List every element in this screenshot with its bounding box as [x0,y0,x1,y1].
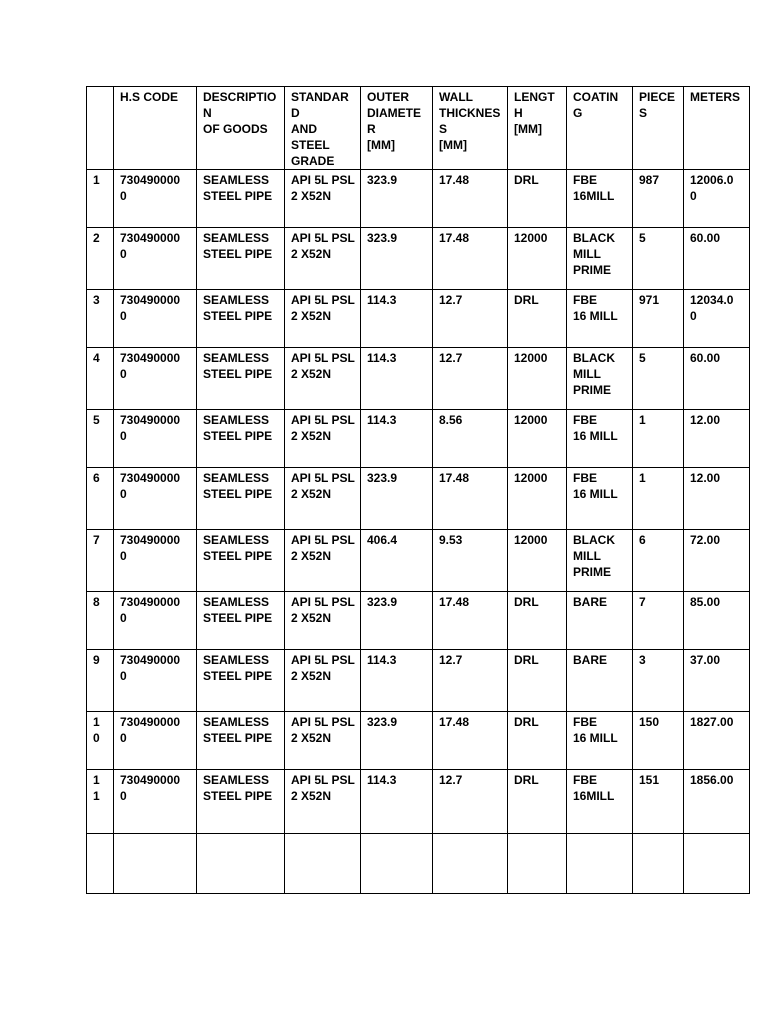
cell-wall-thickness-text: 17.48 [439,595,470,609]
header-hs-code-text: H.S CODE [120,90,179,104]
cell-meters [684,410,750,468]
cell-outer-diameter [361,530,433,592]
header-wall-thickness-text: WALL THICKNES S [MM] [439,90,501,152]
cell-standard-text: API 5L PSL 2 X52N [291,595,355,625]
cell-index-text: 6 [93,471,100,485]
cell-standard [285,228,361,290]
cell-index [87,712,114,770]
cell-index [87,468,114,530]
cell-outer-diameter-text: 114.3 [367,413,397,427]
cell-coating [567,348,633,410]
cell-index [87,170,114,228]
cell-hs-code-text: 730490000 0 [120,773,181,803]
cell-standard-text: API 5L PSL 2 X52N [291,533,355,563]
cell-description-text: SEAMLESS STEEL PIPE [203,773,273,803]
cell-coating [567,468,633,530]
header-length-text: LENGT H [MM] [514,90,555,136]
cell-meters-text: 85.00 [690,595,721,609]
cell-length-text: DRL [514,293,539,307]
cell-coating [567,170,633,228]
cell-coating [567,712,633,770]
cell-wall-thickness [433,468,508,530]
cell-outer-diameter-text: 114.3 [367,773,397,787]
cell-description-text: SEAMLESS STEEL PIPE [203,715,273,745]
table-row [87,410,750,468]
cell-meters-text: 37.00 [690,653,721,667]
cell-standard-text: API 5L PSL 2 X52N [291,653,355,683]
cell-index [87,834,114,894]
cell-coating-text: BLACK MILL PRIME [573,351,615,397]
cell-wall-thickness-text: 17.48 [439,231,470,245]
cell-length-text: DRL [514,173,539,187]
cell-pieces [633,834,684,894]
cell-pieces [633,348,684,410]
cell-hs-code-text: 730490000 0 [120,595,181,625]
cell-index-text: 1 [93,173,100,187]
cell-description [197,228,285,290]
cell-standard-text: API 5L PSL 2 X52N [291,413,355,443]
cell-hs-code-text: 730490000 0 [120,533,181,563]
cell-outer-diameter [361,770,433,834]
cell-standard-text: API 5L PSL 2 X52N [291,773,355,803]
header-outer-diameter [361,87,433,170]
cell-description [197,770,285,834]
table-row [87,530,750,592]
cell-length-text: 12000 [514,351,548,365]
cell-length [508,228,567,290]
cell-description [197,530,285,592]
cell-pieces [633,650,684,712]
cell-standard [285,290,361,348]
cell-index [87,410,114,468]
cell-coating-text: FBE 16 MILL [573,471,618,501]
cell-description [197,650,285,712]
cell-standard [285,468,361,530]
cell-coating-text: FBE 16 MILL [573,715,618,745]
table-row [87,834,750,894]
cell-description-text: SEAMLESS STEEL PIPE [203,293,273,323]
cell-meters-text: 1856.00 [690,773,734,787]
cell-standard [285,592,361,650]
cell-standard-text: API 5L PSL 2 X52N [291,471,355,501]
header-wall-thickness [433,87,508,170]
header-index [87,87,114,170]
cell-outer-diameter-text: 323.9 [367,471,398,485]
cell-wall-thickness-text: 17.48 [439,715,470,729]
cell-wall-thickness [433,170,508,228]
cell-standard [285,410,361,468]
cell-index-text: 9 [93,653,100,667]
header-outer-diameter-text: OUTER DIAMETE R [MM] [367,90,421,152]
cell-length-text: DRL [514,595,539,609]
cell-hs-code-text: 730490000 0 [120,293,181,323]
cell-pieces [633,530,684,592]
table-row [87,592,750,650]
cell-wall-thickness [433,410,508,468]
cell-hs-code-text: 730490000 0 [120,173,181,203]
cell-hs-code [114,834,197,894]
cell-standard-text: API 5L PSL 2 X52N [291,351,355,381]
cell-hs-code [114,290,197,348]
header-row [87,87,750,170]
cell-pieces [633,410,684,468]
cell-coating-text: BARE [573,653,608,667]
cell-standard [285,348,361,410]
cell-hs-code [114,770,197,834]
cell-wall-thickness-text: 12.7 [439,773,463,787]
cell-meters [684,290,750,348]
cell-wall-thickness [433,650,508,712]
cell-meters-text: 12034.0 0 [690,293,734,323]
cell-coating [567,834,633,894]
cell-meters [684,530,750,592]
cell-outer-diameter [361,592,433,650]
cell-coating [567,770,633,834]
cell-pieces [633,290,684,348]
cell-wall-thickness-text: 17.48 [439,173,470,187]
cell-outer-diameter [361,468,433,530]
cell-meters [684,592,750,650]
cell-wall-thickness [433,770,508,834]
cell-meters [684,770,750,834]
header-pieces-text: PIECE S [639,90,676,120]
table-row [87,170,750,228]
cell-pieces-text: 7 [639,595,646,609]
table-body [87,170,750,894]
cell-wall-thickness [433,834,508,894]
cell-description [197,170,285,228]
cell-description-text: SEAMLESS STEEL PIPE [203,471,273,501]
cell-description-text: SEAMLESS STEEL PIPE [203,653,273,683]
header-hs-code [114,87,197,170]
cell-index [87,290,114,348]
cell-outer-diameter-text: 406.4 [367,533,398,547]
cell-standard [285,650,361,712]
cell-meters [684,712,750,770]
cell-index-text: 3 [93,293,100,307]
cell-meters-text: 12.00 [690,471,721,485]
cell-outer-diameter-text: 323.9 [367,231,398,245]
cell-length [508,290,567,348]
cell-hs-code [114,650,197,712]
cell-wall-thickness [433,290,508,348]
cell-wall-thickness [433,228,508,290]
cell-pieces [633,712,684,770]
table-row [87,770,750,834]
cell-length-text: DRL [514,773,539,787]
cell-hs-code-text: 730490000 0 [120,231,181,261]
cell-length [508,592,567,650]
cell-outer-diameter [361,170,433,228]
cell-outer-diameter [361,712,433,770]
header-length [508,87,567,170]
goods-table [86,86,750,894]
cell-description-text: SEAMLESS STEEL PIPE [203,595,273,625]
cell-wall-thickness [433,592,508,650]
header-standard-text: STANDAR D AND STEEL GRADE [291,90,349,168]
cell-index-text: 5 [93,413,100,427]
cell-outer-diameter [361,410,433,468]
cell-pieces-text: 971 [639,293,660,307]
cell-coating [567,410,633,468]
cell-standard-text: API 5L PSL 2 X52N [291,173,355,203]
cell-pieces [633,468,684,530]
cell-length [508,468,567,530]
cell-coating-text: FBE 16MILL [573,773,615,803]
cell-outer-diameter-text: 323.9 [367,715,398,729]
cell-description-text: SEAMLESS STEEL PIPE [203,351,273,381]
cell-coating [567,290,633,348]
cell-length [508,712,567,770]
cell-pieces [633,770,684,834]
cell-meters [684,468,750,530]
cell-pieces [633,170,684,228]
cell-standard [285,770,361,834]
cell-length [508,410,567,468]
cell-length-text: 12000 [514,533,548,547]
cell-meters [684,170,750,228]
header-standard [285,87,361,170]
cell-wall-thickness [433,712,508,770]
header-coating-text: COATIN G [573,90,619,120]
cell-outer-diameter-text: 323.9 [367,595,398,609]
cell-coating [567,530,633,592]
header-pieces [633,87,684,170]
table-row [87,228,750,290]
cell-meters-text: 1827.00 [690,715,734,729]
cell-length [508,770,567,834]
cell-wall-thickness-text: 9.53 [439,533,463,547]
cell-outer-diameter-text: 114.3 [367,351,397,365]
cell-standard [285,712,361,770]
cell-coating [567,650,633,712]
cell-coating-text: BLACK MILL PRIME [573,231,615,277]
cell-meters [684,348,750,410]
cell-coating-text: FBE 16 MILL [573,293,618,323]
cell-outer-diameter [361,228,433,290]
cell-description [197,834,285,894]
cell-outer-diameter [361,348,433,410]
cell-length-text: DRL [514,653,539,667]
cell-outer-diameter [361,834,433,894]
cell-wall-thickness-text: 17.48 [439,471,470,485]
cell-hs-code [114,592,197,650]
cell-hs-code [114,712,197,770]
cell-index-text: 1 0 [93,715,100,745]
header-coating [567,87,633,170]
cell-length [508,530,567,592]
cell-hs-code-text: 730490000 0 [120,351,181,381]
cell-pieces [633,228,684,290]
cell-hs-code [114,410,197,468]
cell-wall-thickness-text: 12.7 [439,293,463,307]
cell-wall-thickness [433,348,508,410]
cell-index-text: 4 [93,351,100,365]
cell-pieces-text: 151 [639,773,660,787]
cell-pieces-text: 3 [639,653,646,667]
cell-description [197,712,285,770]
cell-hs-code-text: 730490000 0 [120,715,181,745]
table-row [87,650,750,712]
header-description [197,87,285,170]
cell-coating-text: BLACK MILL PRIME [573,533,615,579]
cell-description [197,348,285,410]
header-meters-text: METERS [690,90,741,104]
cell-meters-text: 60.00 [690,351,721,365]
table-row [87,712,750,770]
cell-length [508,348,567,410]
cell-hs-code [114,530,197,592]
cell-standard [285,530,361,592]
cell-index [87,770,114,834]
cell-coating [567,228,633,290]
cell-meters [684,834,750,894]
cell-wall-thickness-text: 12.7 [439,653,463,667]
cell-index [87,592,114,650]
cell-pieces-text: 5 [639,231,646,245]
cell-hs-code [114,468,197,530]
cell-hs-code-text: 730490000 0 [120,653,181,683]
cell-meters-text: 60.00 [690,231,721,245]
cell-meters [684,228,750,290]
cell-standard [285,834,361,894]
cell-length [508,834,567,894]
cell-meters-text: 12006.0 0 [690,173,734,203]
cell-wall-thickness [433,530,508,592]
cell-coating [567,592,633,650]
cell-description-text: SEAMLESS STEEL PIPE [203,173,273,203]
cell-length-text: 12000 [514,471,548,485]
cell-length [508,650,567,712]
cell-index-text: 2 [93,231,100,245]
cell-coating-text: FBE 16 MILL [573,413,618,443]
cell-standard-text: API 5L PSL 2 X52N [291,715,355,745]
cell-hs-code-text: 730490000 0 [120,471,181,501]
cell-meters-text: 72.00 [690,533,721,547]
cell-meters [684,650,750,712]
cell-description-text: SEAMLESS STEEL PIPE [203,231,273,261]
cell-description [197,592,285,650]
table-row [87,468,750,530]
cell-description-text: SEAMLESS STEEL PIPE [203,533,273,563]
cell-hs-code [114,348,197,410]
cell-pieces [633,592,684,650]
cell-outer-diameter-text: 114.3 [367,293,397,307]
cell-pieces-text: 6 [639,533,646,547]
cell-hs-code-text: 730490000 0 [120,413,181,443]
cell-description [197,410,285,468]
cell-length-text: 12000 [514,413,548,427]
cell-index-text: 8 [93,595,100,609]
cell-wall-thickness-text: 8.56 [439,413,463,427]
cell-outer-diameter [361,290,433,348]
cell-pieces-text: 1 [639,471,646,485]
cell-hs-code [114,228,197,290]
cell-index [87,228,114,290]
cell-pieces-text: 150 [639,715,660,729]
cell-wall-thickness-text: 12.7 [439,351,463,365]
cell-description [197,290,285,348]
cell-index [87,348,114,410]
cell-pieces-text: 987 [639,173,660,187]
cell-length-text: DRL [514,715,539,729]
cell-hs-code [114,170,197,228]
cell-length-text: 12000 [514,231,548,245]
cell-standard-text: API 5L PSL 2 X52N [291,293,355,323]
cell-pieces-text: 1 [639,413,646,427]
header-meters [684,87,750,170]
cell-description [197,468,285,530]
cell-pieces-text: 5 [639,351,646,365]
cell-length [508,170,567,228]
cell-index [87,650,114,712]
cell-description-text: SEAMLESS STEEL PIPE [203,413,273,443]
cell-index-text: 1 1 [93,773,100,803]
cell-standard-text: API 5L PSL 2 X52N [291,231,355,261]
cell-outer-diameter-text: 114.3 [367,653,397,667]
cell-index [87,530,114,592]
table-row [87,348,750,410]
cell-index-text: 7 [93,533,100,547]
table-row [87,290,750,348]
cell-standard [285,170,361,228]
cell-outer-diameter [361,650,433,712]
cell-coating-text: BARE [573,595,608,609]
cell-coating-text: FBE 16MILL [573,173,615,203]
cell-outer-diameter-text: 323.9 [367,173,398,187]
cell-meters-text: 12.00 [690,413,721,427]
header-description-text: DESCRIPTIO N OF GOODS [203,90,277,136]
